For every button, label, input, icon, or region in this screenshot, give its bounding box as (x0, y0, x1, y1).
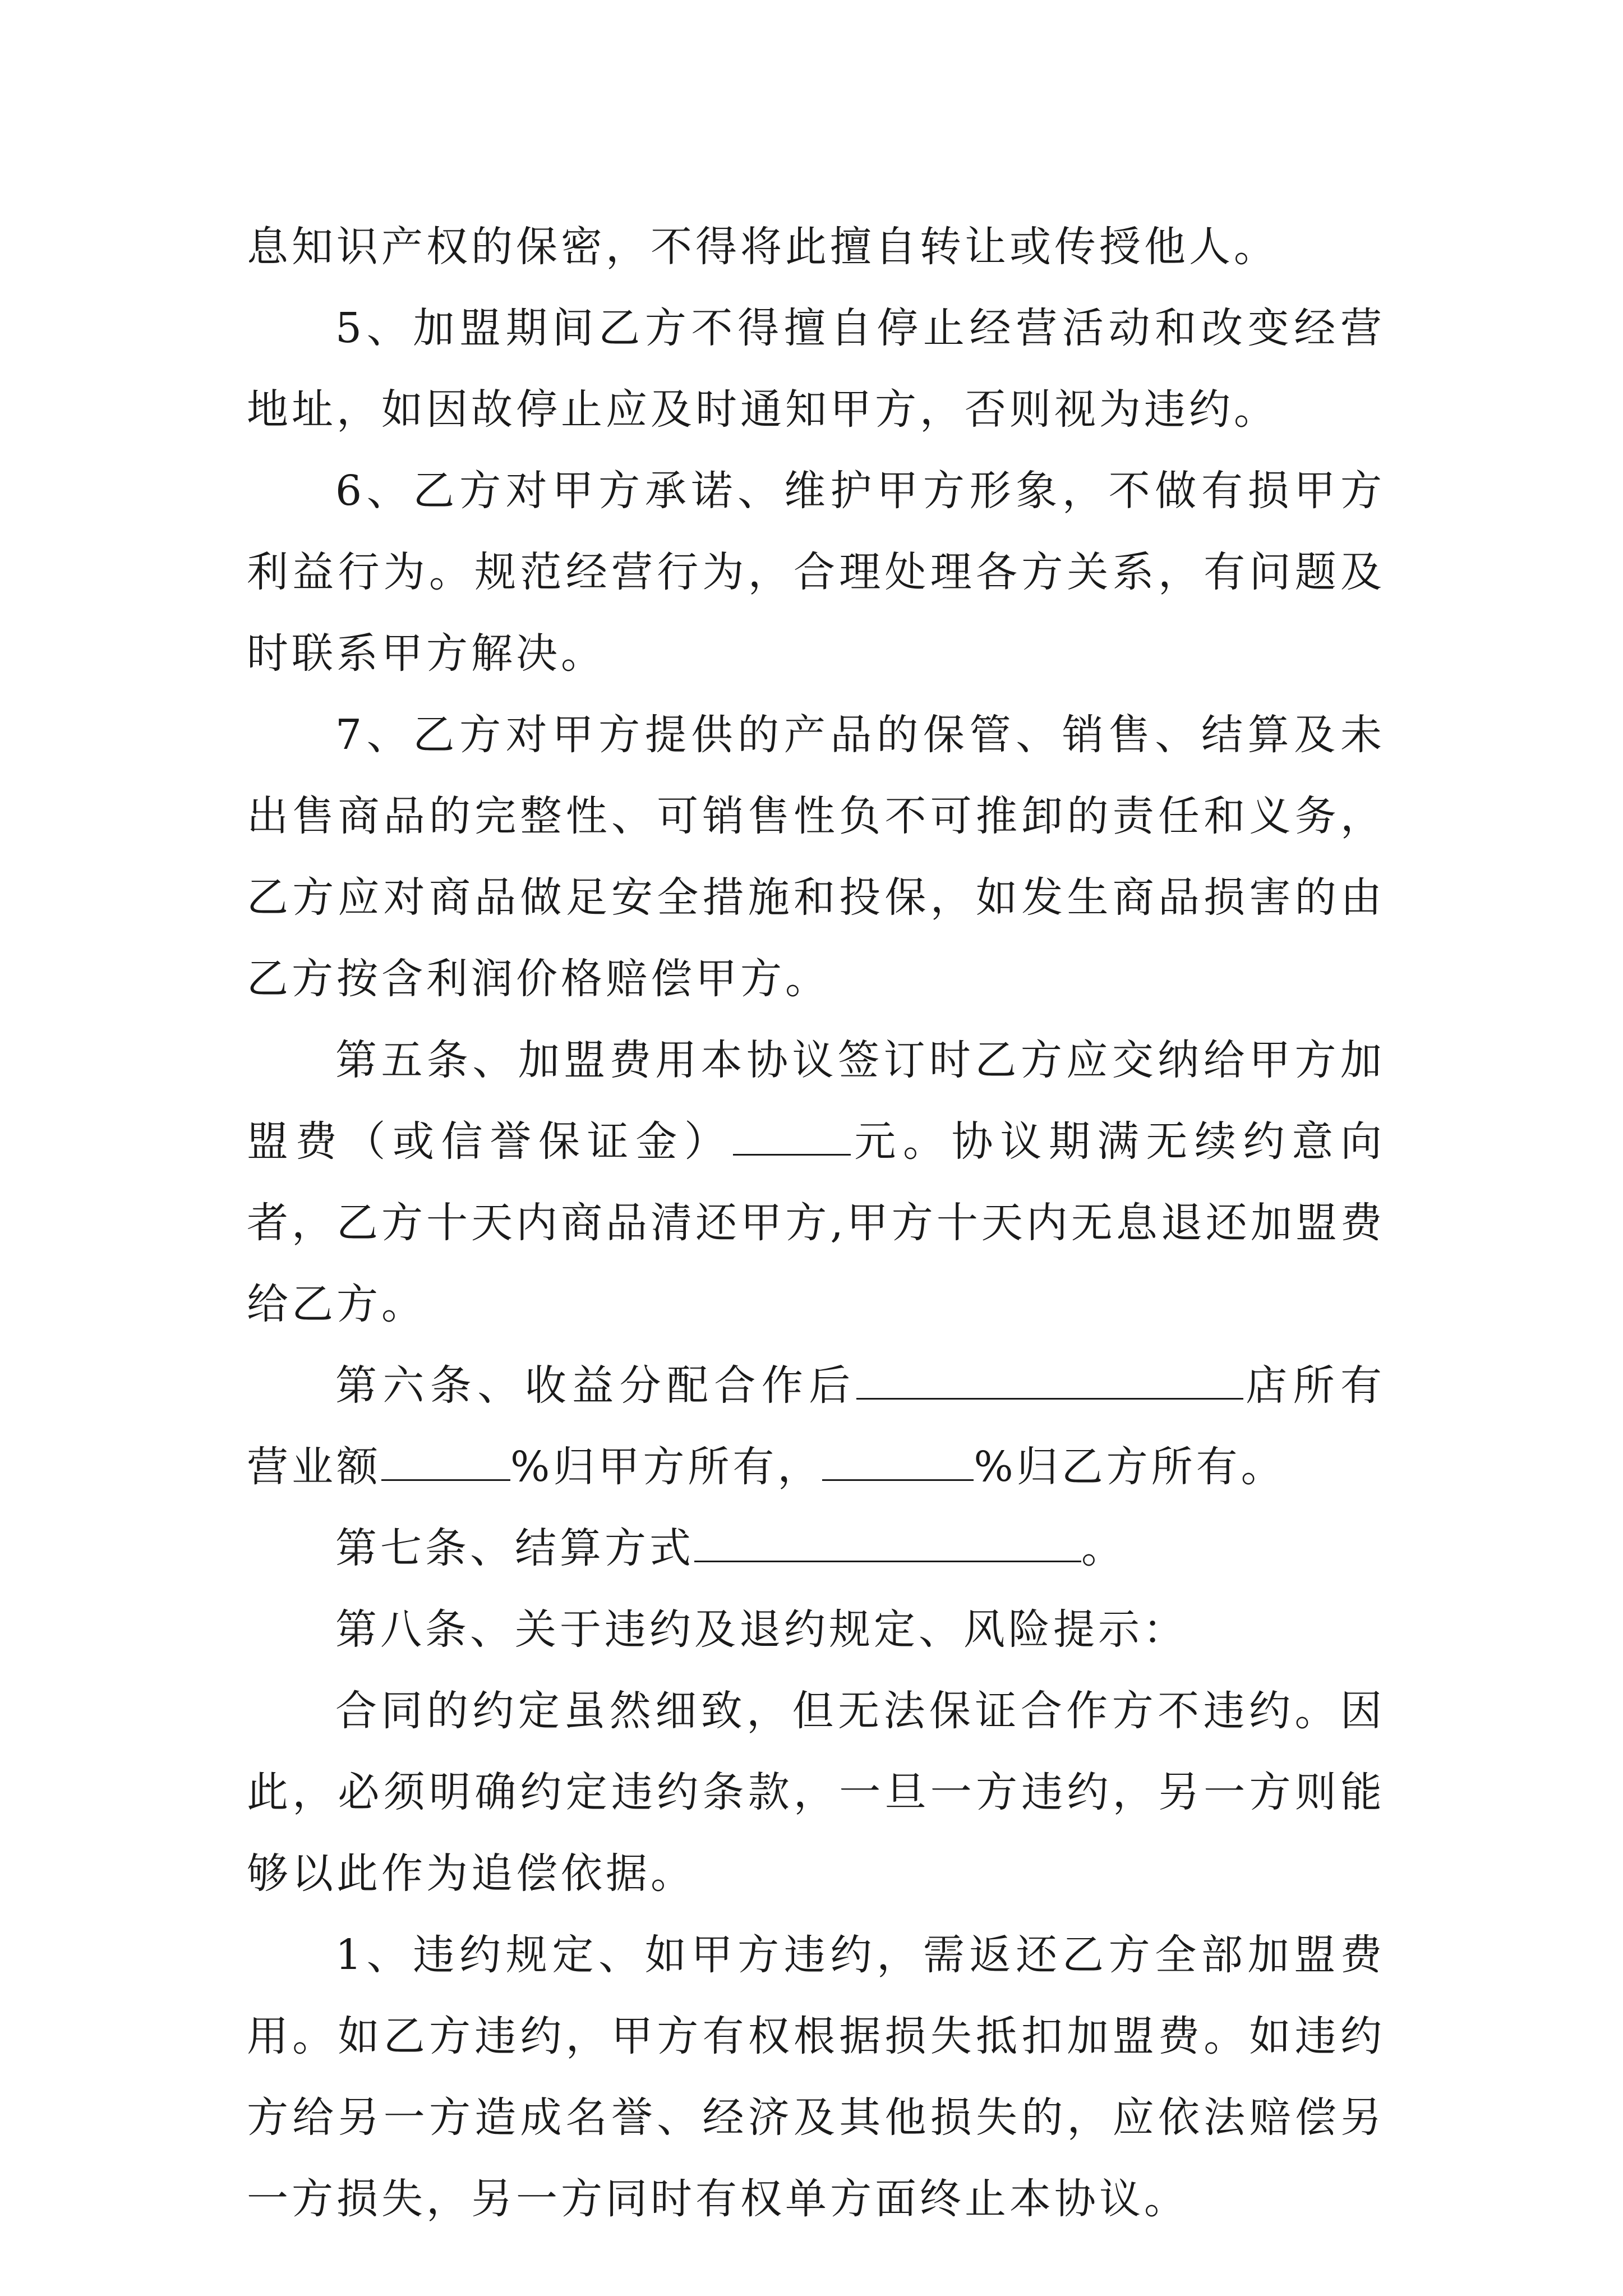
paragraph-text: %归乙方所有。 (974, 1443, 1286, 1491)
paragraph-text: 第七条、结算方式 (335, 1524, 694, 1572)
paragraph-article-8-heading (247, 1589, 1385, 1671)
paragraph-text: 合同的约定虽然细致，但无法保证合作方不违约。因此，必须明确约定违约条款，一旦一方违约，另一方则能够以此作为追偿依据。 (247, 1687, 1385, 1898)
paragraph-text: %归甲方所有， (510, 1443, 823, 1491)
document-body (247, 206, 1385, 2240)
paragraph-text: 1、违约规定、如甲方违约，需返还乙方全部加盟费用。如乙方违约，甲方有权根据损失抵扣加盟费。如违约方给另一方造成名誉、经济及其他损失的，应依法赔偿另一方损失，另一方同时有权单方面终止本协议。 (247, 1931, 1385, 2223)
paragraph-article-6-revenue-split (247, 1345, 1385, 1508)
fee-amount-blank (733, 1119, 851, 1156)
paragraph-article-5-franchise-fee (247, 1020, 1385, 1345)
party-b-percent-blank (822, 1444, 974, 1481)
paragraph-text: 第五条、加盟费用本协议签订时乙方应交纳给甲方加盟费（或信誉保证金） (247, 1036, 1385, 1166)
paragraph-text: 元。协议期满无续约意向者，乙方十天内商品清还甲方,甲方十天内无息退还加盟费给乙方。 (247, 1117, 1386, 1328)
settlement-method-blank (694, 1526, 1081, 1562)
paragraph-text: 店所有营业额 (247, 1361, 1386, 1491)
paragraph-text: 第八条、关于违约及退约规定、风险提示： (335, 1605, 1188, 1654)
paragraph-text: 。 (1081, 1524, 1126, 1572)
party-a-percent-blank (381, 1444, 510, 1481)
paragraph-clause-5 (247, 288, 1385, 450)
paragraph-text: 第六条、收益分配合作后 (335, 1361, 856, 1410)
paragraph-clause-6 (247, 450, 1385, 694)
paragraph-clause-7 (247, 694, 1385, 1020)
paragraph-article-7-settlement (247, 1508, 1385, 1589)
paragraph-text: 息知识产权的保密，不得将此擅自转让或传授他人。 (247, 223, 1279, 271)
paragraph-text: 7、乙方对甲方提供的产品的保管、销售、结算及未出售商品的完整性、可销售性负不可推卸的责任和义务，乙方应对商品做足安全措施和投保，如发生商品损害的由乙方按含利润价格赔偿甲方。 (247, 711, 1385, 1003)
paragraph-ip-confidentiality (247, 206, 1385, 288)
paragraph-text: 5、加盟期间乙方不得擅自停止经营活动和改变经营地址，如因故停止应及时通知甲方，否则视为违约。 (247, 304, 1385, 434)
paragraph-breach-rationale (247, 1671, 1385, 1915)
store-name-blank (856, 1363, 1243, 1400)
paragraph-text: 6、乙方对甲方承诺、维护甲方形象，不做有损甲方利益行为。规范经营行为，合理处理各方关系，有问题及时联系甲方解决。 (247, 467, 1385, 678)
paragraph-breach-rules (247, 1915, 1385, 2240)
